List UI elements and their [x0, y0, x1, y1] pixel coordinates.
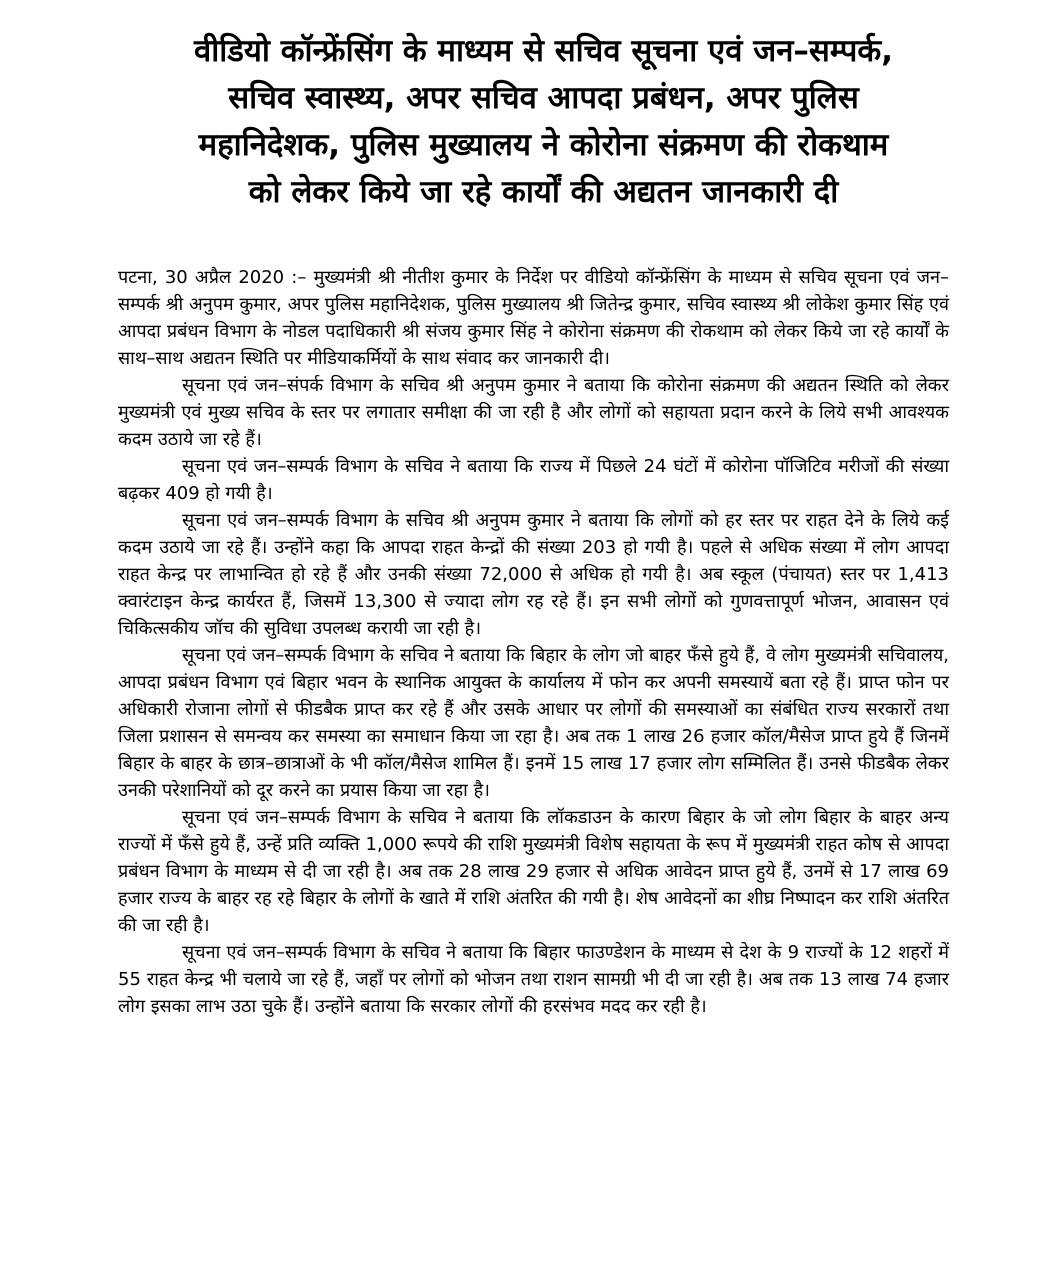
paragraph-opening	[118, 264, 949, 372]
paragraph: सूचना एवं जन–सम्पर्क विभाग के सचिव ने बताया कि राज्य में पिछले 24 घंटों में कोरोना पॉजिटिव मरीजों की संख्या बढ़कर 409 हो गयी है।	[118, 456, 949, 504]
paragraph: सूचना एवं जन–सम्पर्क विभाग के सचिव ने बताया कि बिहार फाउण्डेशन के माध्यम से देश के 9 राज्यों के 12 शहरों में 55 राहत केन्द्र भी चलाये जा रहे हैं, जहाँ पर लोगों को भोजन तथा राशन सामग्री भी दी जा रही है। अब तक 13 लाख 74 हजार लोग इसका लाभ उठा चुके हैं। उन्होंने बताया कि सरकार लोगों की हरसंभव मदद कर रही है।	[118, 942, 949, 1017]
paragraph: सूचना एवं जन–सम्पर्क विभाग के सचिव श्री अनुपम कुमार ने बताया कि लोगों को हर स्तर पर राहत देने के लिये कई कदम उठाये जा रहे हैं। उन्होंने कहा कि आपदा राहत केन्द्रों की संख्या 203 हो गयी है। पहले से अधिक संख्या में लोग आपदा राहत केन्द्र पर लाभान्वित हो रहे हैं और उनकी संख्या 72,000 से अधिक हो गयी है। अब स्कूल (पंचायत) स्तर पर 1,413 क्वारंटाइन केन्द्र कार्यरत हैं, जिसमें 13,300 से ज्यादा लोग रह रहे हैं। इन सभी लोगों को गुणवत्तापूर्ण भोजन, आवासन एवं चिकित्सकीय जॉच की सुविधा उपलब्ध करायी जा रही है।	[118, 510, 949, 639]
headline-line: वीडियो कॉन्फ्रेंसिंग के माध्यम से सचिव सूचना एवं जन–सम्पर्क,	[194, 33, 893, 69]
paragraph-text: मुख्यमंत्री श्री नीतीश कुमार के निर्देश पर वीडियो कॉन्फ्रेंसिंग के माध्यम से सचिव सूचना एवं जन–सम्पर्क श्री अनुपम कुमार, अपर पुलिस महानिदेशक, पुलिस मुख्यालय श्री जितेन्द्र कुमार, सचिव स्वास्थ्य श्री लोकेश कुमार सिंह एवं आपदा प्रबंधन विभाग के नोडल पदाधिकारी श्री संजय कुमार सिंह ने कोरोना संक्रमण की रोकथाम को लेकर किये जा रहे कार्यों के साथ–साथ अद्यतन स्थिति पर मीडियाकर्मियों के साथ संवाद कर जानकारी दी।	[118, 267, 949, 369]
paragraph: सूचना एवं जन–संपर्क विभाग के सचिव श्री अनुपम कुमार ने बताया कि कोरोना संक्रमण की अद्यतन स्थिति को लेकर मुख्यमंत्री एवं मुख्य सचिव के स्तर पर लगातार समीक्षा की जा रही है और लोगों को सहायता प्रदान करने के लिये सभी आवश्यक कदम उठाये जा रहे हैं।	[118, 375, 949, 450]
press-release-headline	[108, 28, 979, 216]
headline-line: को लेकर किये जा रहे कार्यों की अद्यतन जानकारी दी	[248, 174, 839, 210]
press-release-body	[118, 264, 949, 1020]
paragraph: सूचना एवं जन–सम्पर्क विभाग के सचिव ने बताया कि लॉकडाउन के कारण बिहार के जो लोग बिहार के बाहर अन्य राज्यों में फँसे हुये हैं, उन्हें प्रति व्यक्ति 1,000 रूपये की राशि मुख्यमंत्री विशेष सहायता के रूप में मुख्यमंत्री राहत कोष से आपदा प्रबंधन विभाग के माध्यम से दी जा रही है। अब तक 28 लाख 29 हजार से अधिक आवेदन प्राप्त हुये हैं, उनमें से 17 लाख 69 हजार राज्य के बाहर रह रहे बिहार के लोगों के खाते में राशि अंतरित की गयी है। शेष आवेदनों का शीघ्र निष्पादन कर राशि अंतरित की जा रही है।	[118, 807, 949, 936]
headline-line: सचिव स्वास्थ्य, अपर सचिव आपदा प्रबंधन, अपर पुलिस	[228, 80, 859, 116]
headline-line: महानिदेशक, पुलिस मुख्यालय ने कोरोना संक्रमण की रोकथाम	[198, 127, 889, 163]
paragraph: सूचना एवं जन–सम्पर्क विभाग के सचिव ने बताया कि बिहार के लोग जो बाहर फँसे हुये हैं, वे लोग मुख्यमंत्री सचिवालय, आपदा प्रबंधन विभाग एवं बिहार भवन के स्थानिक आयुक्त के कार्यालय में फोन कर अपनी समस्यायें बता रहे हैं। प्राप्त फोन पर अधिकारी रोजाना लोगों से फीडबैक प्राप्त कर रहे हैं और उसके आधार पर लोगों की समस्याओं का संबंधित राज्य सरकारों तथा जिला प्रशासन से समन्वय कर समस्या का समाधान किया जा रहा है। अब तक 1 लाख 26 हजार कॉल/मैसेज प्राप्त हुये हैं जिनमें बिहार के बाहर के छात्र–छात्राओं के भी कॉल/मैसेज शामिल हैं। इनमें 15 लाख 17 हजार लोग सम्मिलित हैं। उनसे फीडबैक लेकर उनकी परेशानियों को दूर करने का प्रयास किया जा रहा है।	[118, 645, 949, 801]
dateline: पटना, 30 अप्रैल 2020 :–	[118, 267, 307, 288]
